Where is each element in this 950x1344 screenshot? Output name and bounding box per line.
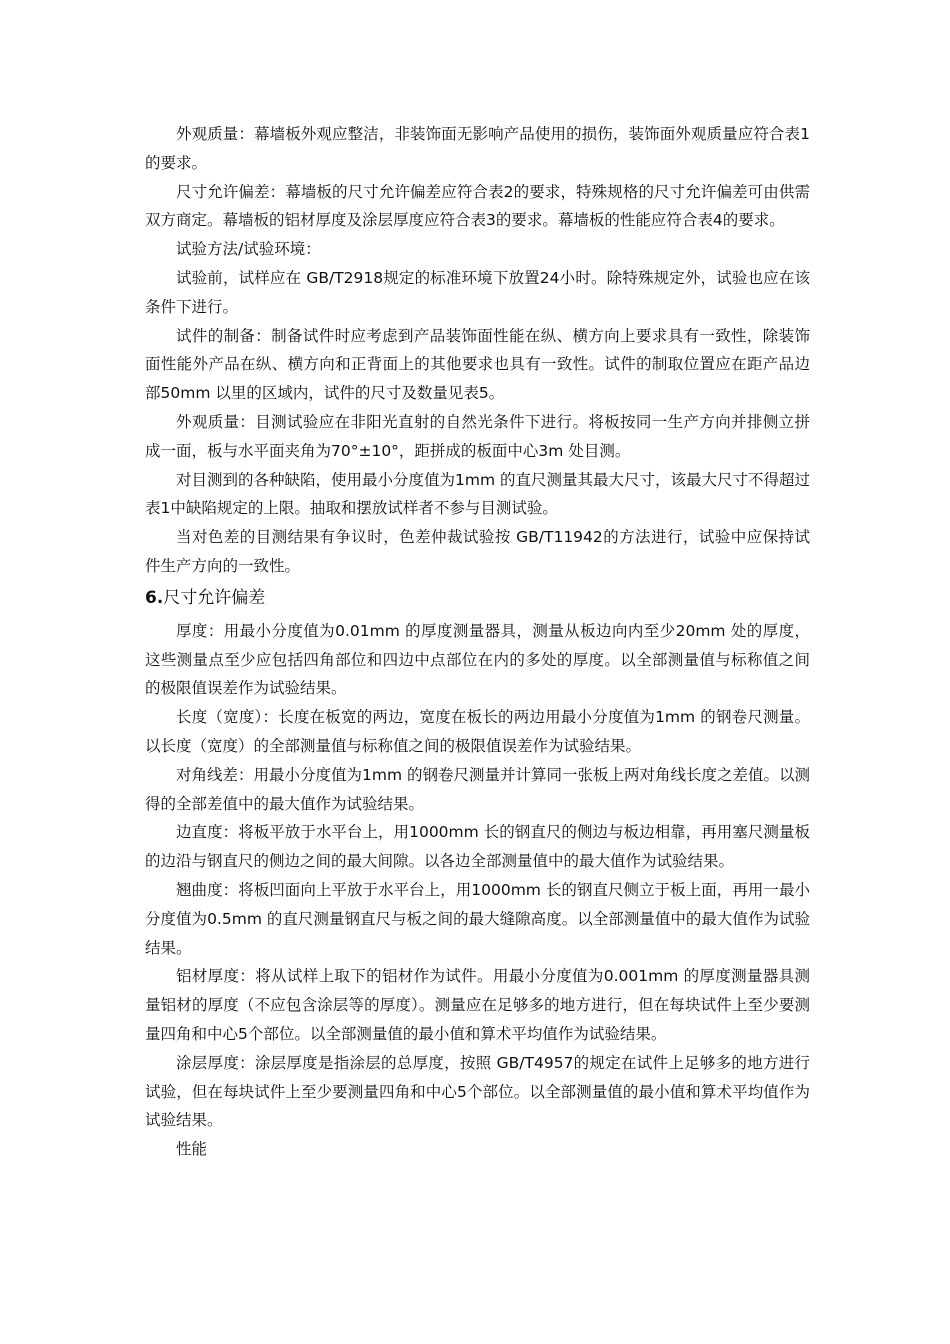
paragraph-diagonal-difference: 对角线差：用最小分度值为1mm 的钢卷尺测量并计算同一张板上两对角线长度之差值。以测得的全部差值中的最大值作为试验结果。 [145, 765, 810, 813]
paragraph-performance: 性能 [176, 1140, 208, 1159]
paragraph-warpage: 翘曲度：将板凹面向上平放于水平台上，用1000mm 长的钢直尺侧立于板上面，再用一最小分度值为0.5mm 的直尺测量钢直尺与板之间的最大缝隙高度。以全部测量值中的最大值作为试验结果。 [145, 880, 810, 957]
paragraph-dimension-tolerance: 尺寸允许偏差：幕墙板的尺寸允许偏差应符合表2的要求，特殊规格的尺寸允许偏差可由供需双方商定。幕墙板的铝材厚度及涂层厚度应符合表3的要求。幕墙板的性能应符合表4的要求。 [145, 182, 810, 230]
paragraph-edge-straightness: 边直度：将板平放于水平台上，用1000mm 长的钢直尺的侧边与板边相靠，再用塞尺测量板的边沿与钢直尺的侧边之间的最大间隙。以各边全部测量值中的最大值作为试验结果。 [145, 823, 810, 871]
paragraph-length-width: 长度（宽度）：长度在板宽的两边，宽度在板长的两边用最小分度值为1mm 的钢卷尺测量。以长度（宽度）的全部测量值与标称值之间的极限值误差作为试验结果。 [145, 708, 810, 755]
document-body [145, 120, 810, 1164]
paragraph-specimen-preparation: 试件的制备：制备试件时应考虑到产品装饰面性能在纵、横方向上要求具有一致性，除装饰面性能外产品在纵、横方向和正背面上的其他要求也具有一致性。试件的制取位置应在距产品边部50mm 以里的区域内，试件的尺寸及数量见表5。 [145, 326, 810, 403]
paragraph-color-difference: 当对色差的目测结果有争议时，色差仲裁试验按 GB/T11942的方法进行，试验中应保持试件生产方向的一致性。 [145, 528, 810, 575]
paragraph-appearance-quality: 外观质量：幕墙板外观应整洁，非装饰面无影响产品使用的损伤，装饰面外观质量应符合表1的要求。 [145, 125, 810, 172]
section-number: 6. [145, 587, 164, 608]
paragraph-defect-measurement: 对目测到的各种缺陷，使用最小分度值为1mm 的直尺测量其最大尺寸，该最大尺寸不得超过表1中缺陷规定的上限。抽取和摆放试样者不参与目测试验。 [145, 470, 810, 518]
paragraph-aluminum-thickness: 铝材厚度：将从试样上取下的铝材作为试件。用最小分度值为0.001mm 的厚度测量器具测量铝材的厚度（不应包含涂层等的厚度）。测量应在足够多的地方进行，但在每块试件上至少要测量四角和中心5个部位。以全部测量值的最小值和算术平均值作为试验结果。 [145, 967, 810, 1043]
paragraph-coating-thickness: 涂层厚度：涂层厚度是指涂层的总厚度，按照 GB/T4957的规定在试件上足够多的地方进行试验，但在每块试件上至少要测量四角和中心5个部位。以全部测量值的最小值和算术平均值作为试验结果。 [145, 1053, 810, 1130]
section-heading [145, 583, 810, 613]
paragraph-test-environment-label: 试验方法/试验环境： [176, 240, 321, 259]
paragraph-visual-inspection: 外观质量：目测试验应在非阳光直射的自然光条件下进行。将板按同一生产方向并排侧立拼成一面，板与水平面夹角为70°±10°，距拼成的板面中心3m 处目测。 [145, 412, 810, 460]
paragraph-pre-test-conditioning: 试验前，试样应在 GB/T2918规定的标准环境下放置24小时。除特殊规定外，试验也应在该条件下进行。 [145, 268, 810, 316]
section-title: 尺寸允许偏差 [163, 587, 266, 608]
paragraph-thickness: 厚度：用最小分度值为0.01mm 的厚度测量器具，测量从板边向内至少20mm 处的厚度，这些测量点至少应包括四角部位和四边中点部位在内的多处的厚度。以全部测量值与标称值之间的极限值误差作为试验结果。 [145, 621, 810, 698]
